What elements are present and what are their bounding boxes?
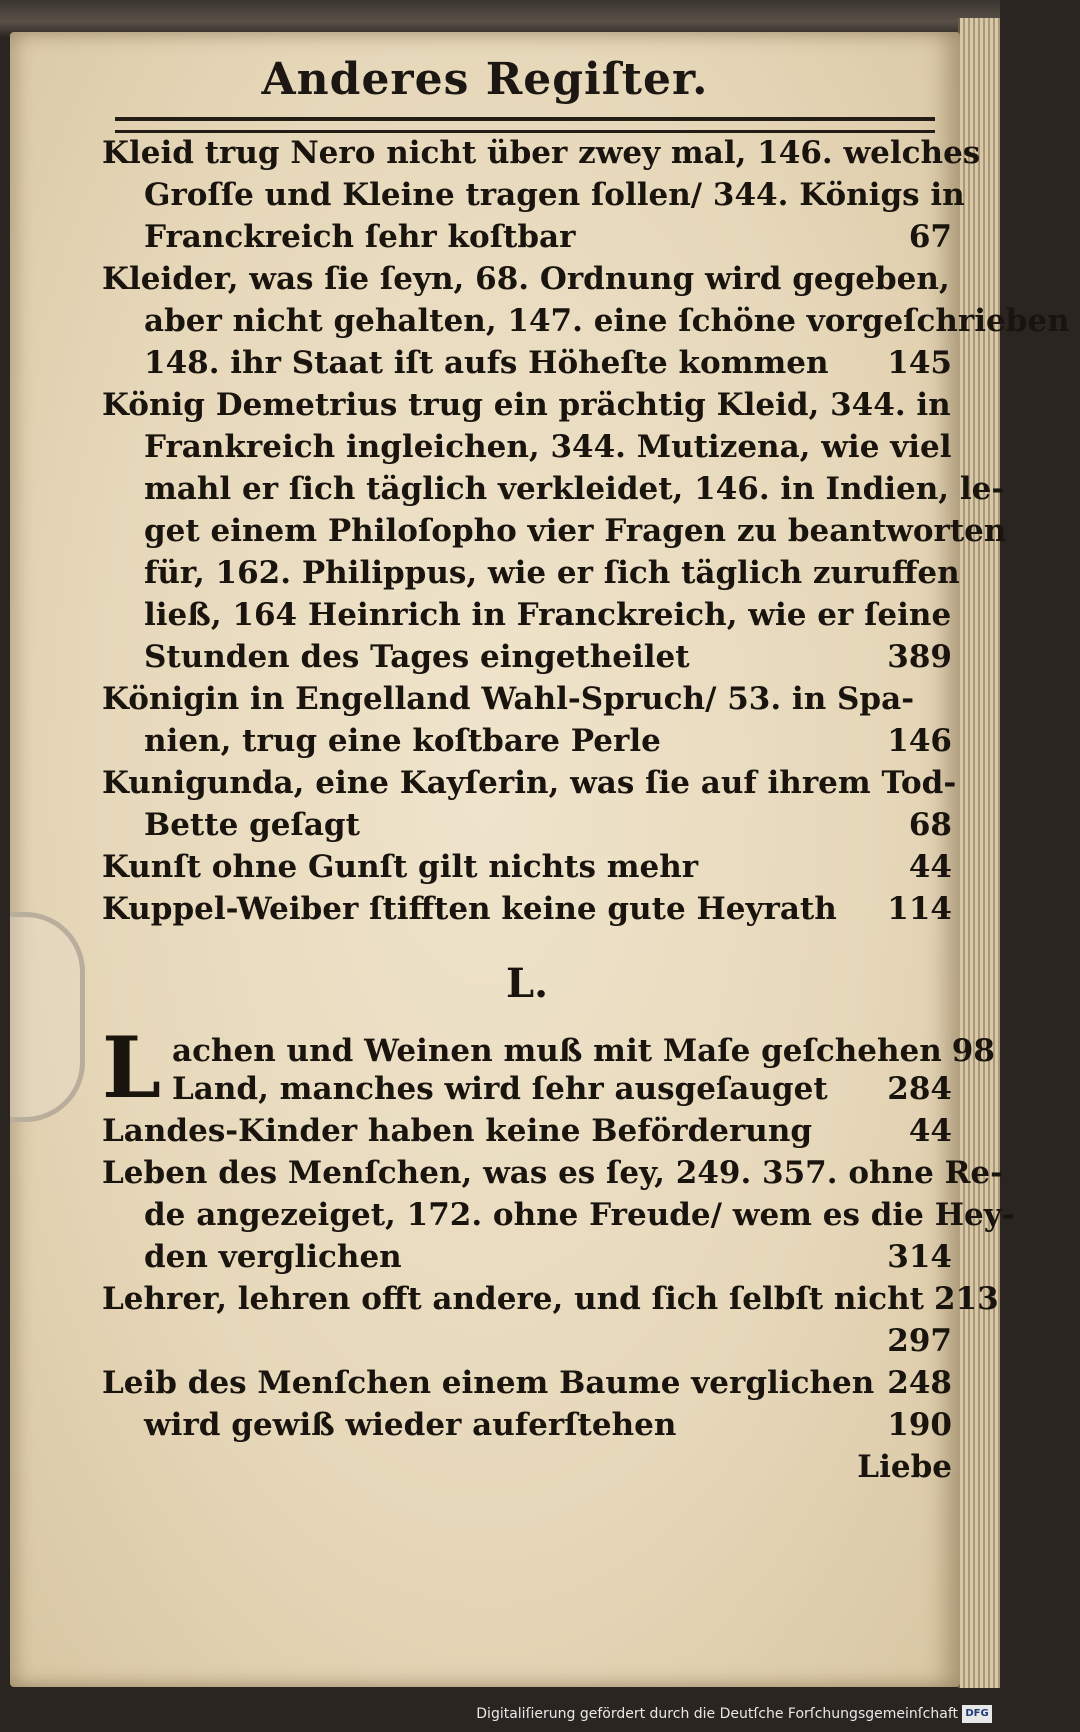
section-l-entries (102, 1110, 1015, 1446)
page-number: 248 (887, 1365, 952, 1401)
footer-credit: Digitaliſierung gefördert durch die Deutſche Forſchungsgemeinſchaft (476, 1706, 958, 1722)
entry-text: wird gewiß wieder auferſtehen (144, 1407, 677, 1443)
entry-line (102, 384, 952, 426)
page-number: 190 (887, 1407, 952, 1443)
page-number: 44 (908, 1113, 952, 1149)
entry-text: für, 162. Philippus, wie er ſich täglich zuruffen (144, 555, 960, 591)
entry-line (102, 846, 952, 888)
register-entry (102, 888, 952, 930)
entry-line (102, 300, 1070, 342)
entry-text: ließ, 164 Heinrich in Franckreich, wie er ſeine (144, 597, 952, 633)
entry-text: mahl er ſich täglich verkleidet, 146. in Indien, le- (144, 471, 1005, 507)
entry-text: achen und Weinen muß mit Maſe geſchehen (172, 1033, 942, 1069)
entry-text: Leib des Menſchen einem Baume verglichen (102, 1365, 875, 1401)
page-number (952, 426, 962, 468)
entry-line (102, 1404, 952, 1446)
page-number: 98 (951, 1033, 995, 1069)
register-entry (102, 384, 1007, 678)
page-number (951, 384, 961, 426)
register-entry (102, 678, 952, 762)
entry-line (102, 594, 952, 636)
head-rule (115, 117, 935, 133)
entry-line (102, 216, 952, 258)
entry-line (102, 552, 960, 594)
page-number: 284 (887, 1071, 952, 1107)
entry-line (102, 1068, 952, 1110)
entry-line (102, 510, 1007, 552)
entry-text: Kunigunda, eine Kayſerin, was ſie auf ihrem Tod- (102, 765, 957, 801)
register-entry-dropcap (102, 1018, 995, 1117)
entry-line (102, 1362, 952, 1404)
dfg-logo: DFG (962, 1705, 992, 1723)
entry-text: nien, trug eine koſtbare Perle (144, 723, 661, 759)
entry-line (102, 1152, 1003, 1194)
entry-text: Kuppel-Weiber ſtifften keine gute Heyrath (102, 891, 837, 927)
entry-text: Stunden des Tages eingetheilet (144, 639, 690, 675)
entry-text: de angezeiget, 172. ohne Freude/ wem es die Hey- (144, 1197, 1015, 1233)
page-number: 146 (887, 723, 952, 759)
section-k-entries (102, 132, 1070, 930)
page-number (1015, 1194, 1025, 1236)
register-entry (102, 846, 952, 888)
entry-line (102, 888, 952, 930)
entry-line (102, 1110, 952, 1152)
register-entry (102, 1152, 1015, 1278)
page-number: 68 (908, 807, 952, 843)
entry-text: Kunſt ohne Gunſt gilt nichts mehr (102, 849, 699, 885)
page-number (1004, 468, 1014, 510)
entry-text: König Demetrius trug ein prächtig Kleid, 344. in (102, 387, 951, 423)
entry-line (102, 174, 965, 216)
entry-line (102, 258, 952, 300)
page-stack (958, 18, 1000, 1688)
register-entry (102, 132, 981, 258)
entry-text: Bette geſagt (144, 807, 360, 843)
page-number (951, 594, 961, 636)
entry-text: Lehrer, lehren offt andere, und ſich ſelbſt nicht (102, 1281, 924, 1317)
drop-initial: L (102, 1018, 162, 1117)
page-number: 67 (908, 219, 952, 255)
book-top-edge (0, 0, 1000, 36)
entry-text: get einem Philoſopho vier Fragen zu beantworten (144, 513, 1007, 549)
entry-text: aber nicht gehalten, 147. eine ſchöne vorgeſchrieben (144, 303, 1070, 339)
page-number: 314 (887, 1239, 952, 1275)
page-number: 114 (887, 891, 952, 927)
register-entry (102, 762, 957, 846)
page-number (1003, 1152, 1013, 1194)
page-number (1006, 510, 1016, 552)
entry-line (102, 804, 952, 846)
entry-text: Leben des Menſchen, was es ſey, 249. 357. ohne Re- (102, 1155, 1003, 1191)
page-clip (10, 912, 85, 1122)
page-number (960, 552, 970, 594)
entry-text: 148. ihr Staat iſt aufs Höheſte kommen (144, 345, 829, 381)
entry-text: den verglichen (144, 1239, 402, 1275)
register-entry (102, 1362, 952, 1446)
page-number (956, 762, 966, 804)
entry-line (102, 1194, 1015, 1236)
register-entry (102, 1110, 952, 1152)
entry-line (102, 720, 952, 762)
entry-text (144, 1320, 877, 1362)
page-number: 145 (887, 345, 952, 381)
entry-text: Groſſe und Kleine tragen ſollen/ 344. Königs in (144, 177, 965, 213)
section-letter: L. (505, 960, 549, 1007)
page-number (1070, 300, 1080, 342)
register-entries (102, 132, 1070, 1488)
catchword: Liebe (857, 1449, 952, 1485)
entry-line (102, 132, 981, 174)
entry-line (102, 1236, 952, 1278)
register-entry (102, 258, 1070, 384)
entry-line (102, 426, 952, 468)
page-number: 389 (887, 639, 952, 675)
page-number (965, 174, 975, 216)
page-number (942, 678, 952, 720)
entry-text: Land, manches wird ſehr ausgeſauget (172, 1071, 828, 1107)
entry-line (102, 468, 1005, 510)
footer-bar (0, 1702, 1000, 1732)
book-page (10, 32, 1070, 1687)
entry-text: Frankreich ingleichen, 344. Mutizena, wie viel (144, 429, 952, 465)
entry-line (102, 762, 957, 804)
entry-line (102, 636, 952, 678)
entry-text: Franckreich ſehr koſtbar (144, 219, 576, 255)
register-entry (102, 1278, 999, 1362)
page-number: 44 (908, 849, 952, 885)
entry-line (102, 678, 952, 720)
entry-line (102, 1320, 952, 1362)
page-number (950, 258, 960, 300)
entry-text: Kleid trug Nero nicht über zwey mal, 146. welches (102, 135, 981, 171)
page-number: 213 (933, 1281, 999, 1317)
running-head: Anderes Regiſter. (261, 54, 709, 105)
page-number: 297 (887, 1323, 952, 1359)
entry-text: Landes-Kinder haben keine Beförderung (102, 1113, 813, 1149)
entry-line (102, 342, 952, 384)
entry-text: Kleider, was ſie ſeyn, 68. Ordnung wird gegeben, (102, 261, 950, 297)
entry-text: Königin in Engelland Wahl-Spruch/ 53. in Spa- (102, 681, 915, 717)
page-number (980, 132, 990, 174)
entry-line (102, 1278, 999, 1320)
